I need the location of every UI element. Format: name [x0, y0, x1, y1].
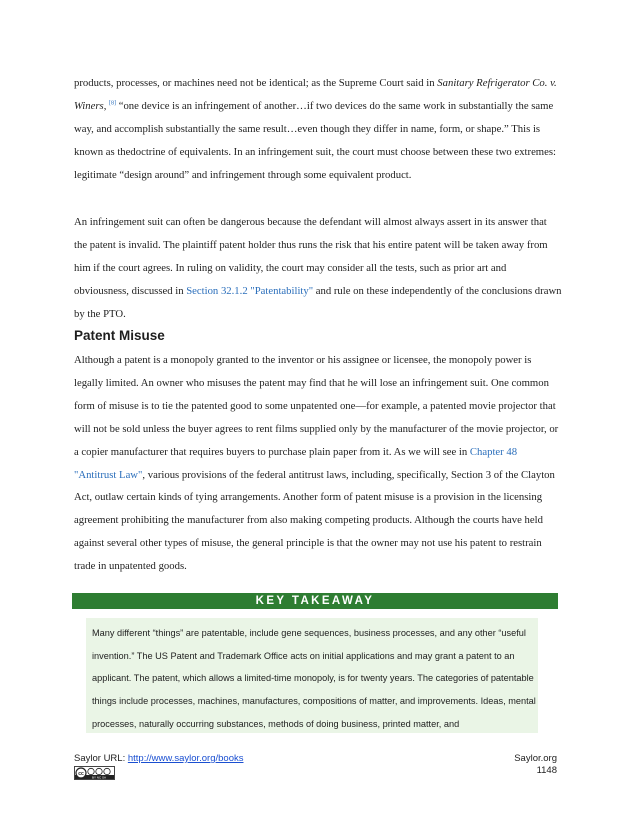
footnote-link[interactable]: [8]	[109, 100, 117, 107]
section-heading: Patent Misuse	[74, 328, 165, 343]
paragraph-text: “one device is an infringement of another…if two devices do the same work in substantially the same way, and accomplish substantially the same result…even though they differ in name, form, or shape.” This is known as thedoctrine of equivalents. In an infringement suit, the court must choose between these two extremes: legitimate “design around” and infringement through some equivalent product.	[74, 99, 556, 181]
paragraph-text: products, processes, or machines need not be identical; as the Supreme Court said in	[74, 77, 438, 89]
footer-source	[74, 753, 244, 764]
cc-badge-text: cc	[78, 770, 84, 777]
footer-site-name: Saylor.org	[514, 753, 557, 764]
footer-label: Saylor URL:	[74, 753, 128, 764]
paragraph-doctrine-of-equivalents	[74, 72, 562, 187]
creative-commons-by-nc-sa-icon[interactable]	[74, 766, 115, 780]
page-number: 1148	[536, 765, 557, 776]
license-badge-graphic	[75, 767, 114, 779]
cc-badge-subtext: BY NC SA	[92, 775, 106, 779]
paragraph-text: , various provisions of the federal antitrust laws, including, specifically, Section 3 of the Clayton Act, outlaw certain kinds of tying arrangements. Another form of patent misuse is a provision in the licensing agreement prohibiting the manufacturer from also making competing products. Although the courts have held against several other types of misuse, the general principle is that the owner may not use his patent to restrain trade in unpatented goods.	[74, 468, 555, 573]
saylor-books-link[interactable]: http://www.saylor.org/books	[127, 753, 244, 764]
key-takeaway-header: KEY TAKEAWAY	[72, 593, 558, 609]
paragraph-text: Although a patent is a monopoly granted to the inventor or his assignee or licensee, the monopoly power is legally limited. An owner who misuses the patent may find that he will lose an infringement suit. One common form of misuse is to tie the patented good to some unpatented one—for example, a patented movie projector that will not be sold unless the buyer agrees to rent films supplied only by the manufacturer of the movie projector, or a copier manufacturer that requires buyers to purchase plain paper from it. As we will see in	[74, 354, 559, 458]
chapter-antitrust-law-link[interactable]: Chapter 48 "Antitrust Law"	[74, 445, 518, 481]
section-patentability-link[interactable]: Section 32.1.2 "Patentability"	[186, 284, 314, 297]
paragraph-patent-misuse	[74, 349, 562, 578]
case-citation: Sanitary Refrigerator Co. v. Winers	[74, 77, 557, 112]
footer-site-info	[514, 753, 557, 777]
paragraph-text: ,	[103, 99, 110, 112]
paragraph-text: An infringement suit can often be dangerous because the defendant will almost always assert in its answer that the patent is invalid. The plaintiff patent holder thus runs the risk that his entire patent will be taken away from him if the court agrees. In ruling on validity, the court may consider all the tests, such as prior art and obviousness, discussed in	[74, 216, 548, 297]
paragraph-infringement-suit	[74, 211, 562, 326]
key-takeaway-text: Many different “things” are patentable, include gene sequences, business processes, and any other “useful invention.” The US Patent and Trademark Office acts on initial applications and may grant a patent to an applicant. The patent, which allows a limited-time monopoly, is for twenty years. The categories of patentable things include processes, machines, manufactures, compositions of matter, and improvements. Ideas, mental processes, naturally occurring substances, methods of doing business, printed matter, and	[92, 628, 536, 729]
paragraph-text: and rule on these independently of the conclusions drawn by the PTO.	[74, 284, 562, 320]
